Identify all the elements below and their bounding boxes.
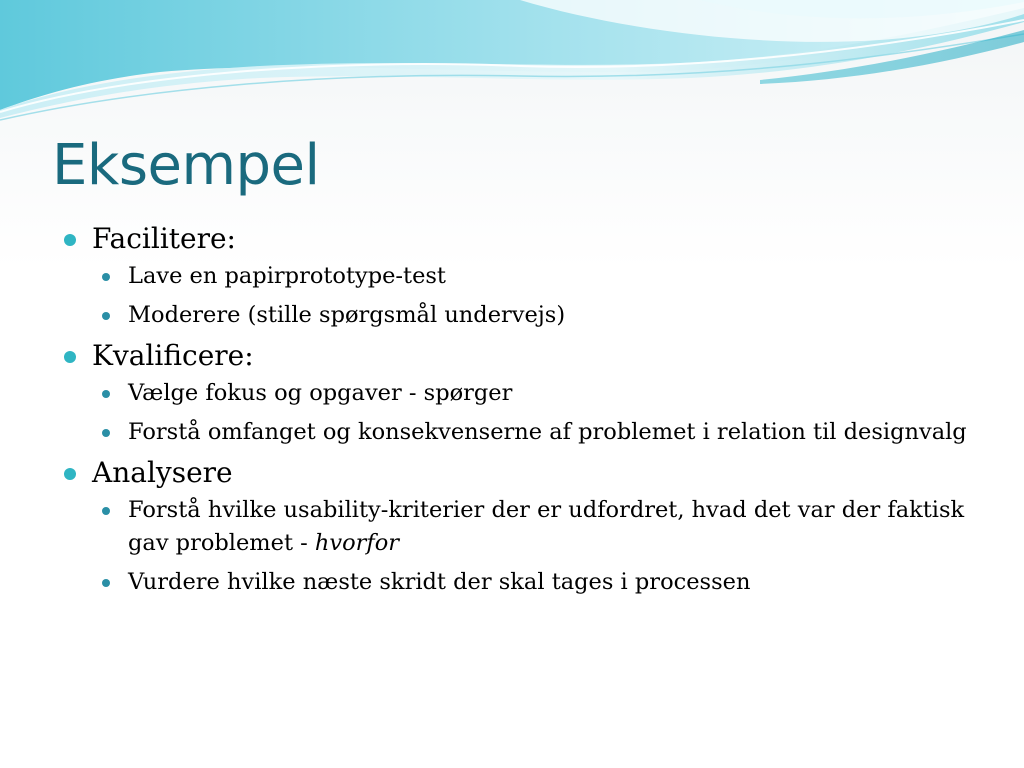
slide-content xyxy=(58,218,978,602)
sub-bullet-text: Vælge fokus og opgaver - spørger xyxy=(128,380,513,406)
sub-bullet-text: Lave en papirprototype-test xyxy=(128,263,446,289)
sub-bullet-list xyxy=(92,377,978,449)
sub-bullet-text: Moderere (stille spørgsmål undervejs) xyxy=(128,302,566,328)
sub-bullet-text: Vurdere hvilke næste skridt der skal tages i processen xyxy=(128,569,751,595)
sub-bullet-dot-icon xyxy=(102,429,110,437)
bullet-text: Kvalificere: xyxy=(92,339,254,372)
decorative-wave-banner xyxy=(0,0,1024,130)
sub-bullet-dot-icon xyxy=(102,507,110,515)
bullet-item xyxy=(58,218,978,332)
bullet-dot-icon xyxy=(64,351,76,363)
sub-bullet-dot-icon xyxy=(102,312,110,320)
bullet-list xyxy=(58,218,978,599)
bullet-item xyxy=(58,452,978,599)
sub-bullet-dot-icon xyxy=(102,390,110,398)
sub-bullet-text: Forstå omfanget og konsekvenserne af problemet i relation til designvalg xyxy=(128,419,967,445)
bullet-text: Analysere xyxy=(92,456,233,489)
sub-bullet-item xyxy=(86,377,978,410)
sub-bullet-list xyxy=(92,494,978,599)
sub-bullet-dot-icon xyxy=(102,273,110,281)
sub-bullet-item xyxy=(86,494,978,560)
sub-bullet-list xyxy=(92,260,978,332)
sub-bullet-item xyxy=(86,299,978,332)
sub-bullet-item xyxy=(86,260,978,293)
sub-bullet-text: Forstå hvilke usability-kriterier der er udfordret, hvad det var der faktisk gav problemet - xyxy=(128,497,965,556)
bullet-text: Facilitere: xyxy=(92,222,236,255)
sub-bullet-emphasis: hvorfor xyxy=(314,530,400,556)
bullet-dot-icon xyxy=(64,468,76,480)
bullet-dot-icon xyxy=(64,234,76,246)
sub-bullet-item xyxy=(86,416,978,449)
sub-bullet-dot-icon xyxy=(102,579,110,587)
bullet-item xyxy=(58,335,978,449)
slide-title: Eksempel xyxy=(52,133,320,198)
sub-bullet-item xyxy=(86,566,978,599)
